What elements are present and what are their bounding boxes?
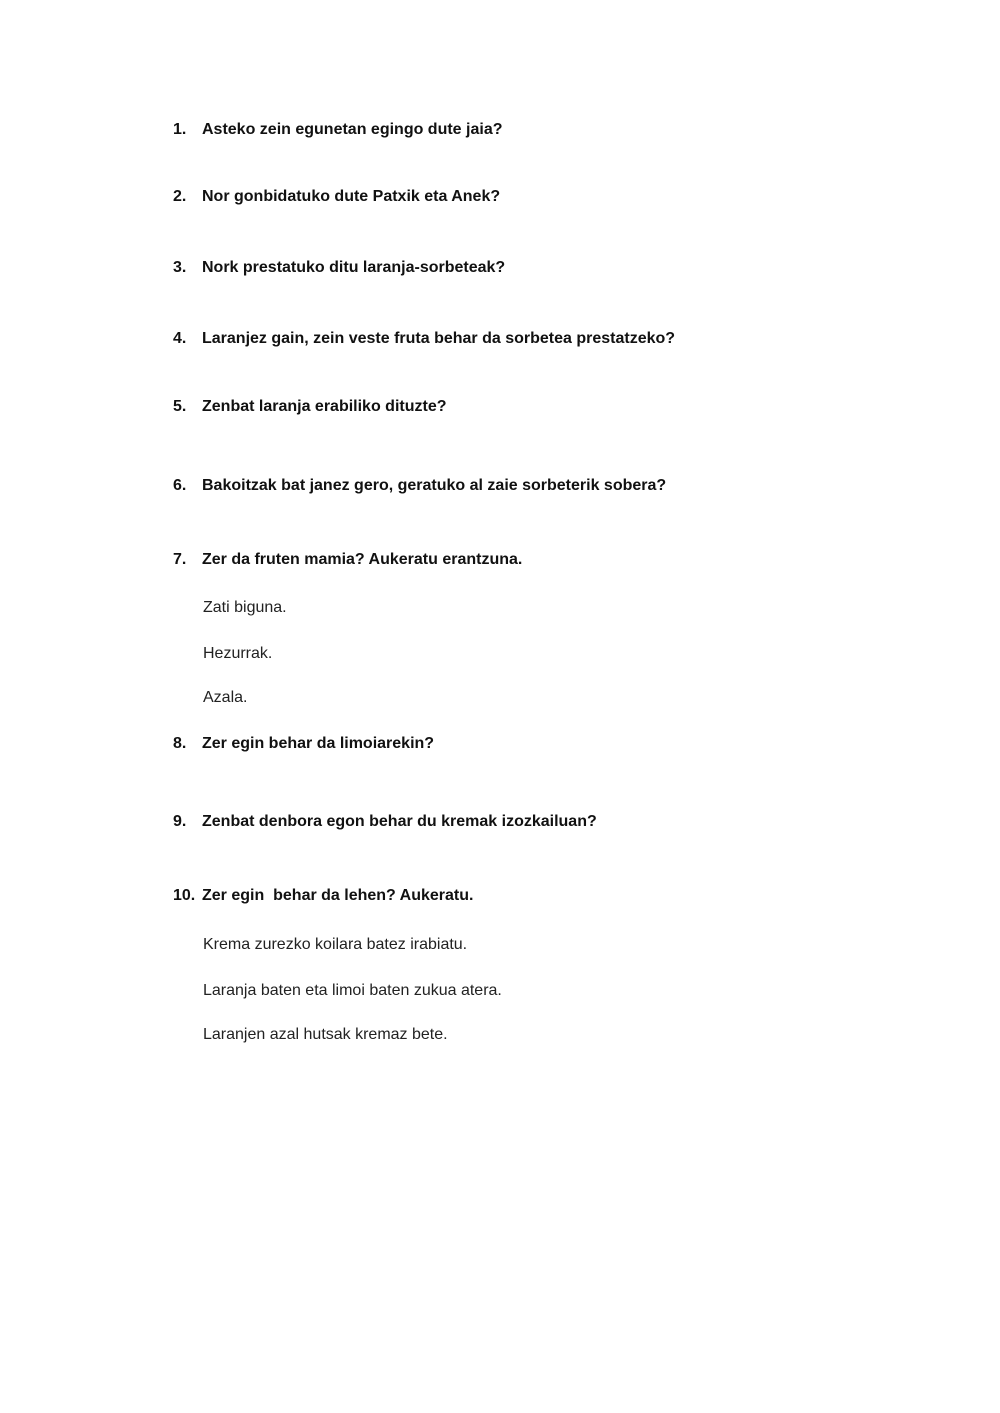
question-number: 9. xyxy=(173,813,187,830)
q7-option-1: Zati biguna. xyxy=(203,599,287,616)
question-number: 10. xyxy=(173,887,196,904)
question-3 xyxy=(173,258,505,278)
question-6 xyxy=(173,476,666,496)
question-text: Zer egin behar da limoiarekin? xyxy=(202,735,435,752)
question-1 xyxy=(173,120,502,140)
q10-option-1: Krema zurezko koilara batez irabiatu. xyxy=(203,936,468,953)
question-7 xyxy=(173,550,522,570)
question-2 xyxy=(173,187,500,207)
question-9 xyxy=(173,812,597,832)
question-5 xyxy=(173,397,447,417)
question-number: 2. xyxy=(173,188,187,205)
question-text: Bakoitzak bat janez gero, geratuko al zaie sorbeterik sobera? xyxy=(202,477,667,494)
question-text: Asteko zein egunetan egingo dute jaia? xyxy=(202,121,503,138)
question-4 xyxy=(173,329,675,349)
question-text: Nor gonbidatuko dute Patxik eta Anek? xyxy=(202,188,501,205)
question-number: 1. xyxy=(173,121,187,138)
question-text: Laranjez gain, zein veste fruta behar da sorbetea prestatzeko? xyxy=(202,330,676,347)
q7-option-2: Hezurrak. xyxy=(203,645,273,662)
question-number: 7. xyxy=(173,551,187,568)
question-text: Nork prestatuko ditu laranja-sorbeteak? xyxy=(202,259,506,276)
question-8 xyxy=(173,734,434,754)
question-text: Zenbat denbora egon behar du kremak izozkailuan? xyxy=(202,813,597,830)
question-number: 8. xyxy=(173,735,187,752)
question-number: 4. xyxy=(173,330,187,347)
question-number: 6. xyxy=(173,477,187,494)
question-number: 5. xyxy=(173,398,187,415)
question-text: Zer da fruten mamia? Aukeratu erantzuna. xyxy=(202,551,523,568)
question-number: 3. xyxy=(173,259,187,276)
question-10 xyxy=(173,886,473,906)
question-text: Zer egin behar da lehen? Aukeratu. xyxy=(202,887,474,904)
q10-option-2: Laranja baten eta limoi baten zukua atera. xyxy=(203,982,502,999)
q10-option-3: Laranjen azal hutsak kremaz bete. xyxy=(203,1026,448,1043)
q7-option-3: Azala. xyxy=(203,689,248,706)
question-text: Zenbat laranja erabiliko dituzte? xyxy=(202,398,447,415)
